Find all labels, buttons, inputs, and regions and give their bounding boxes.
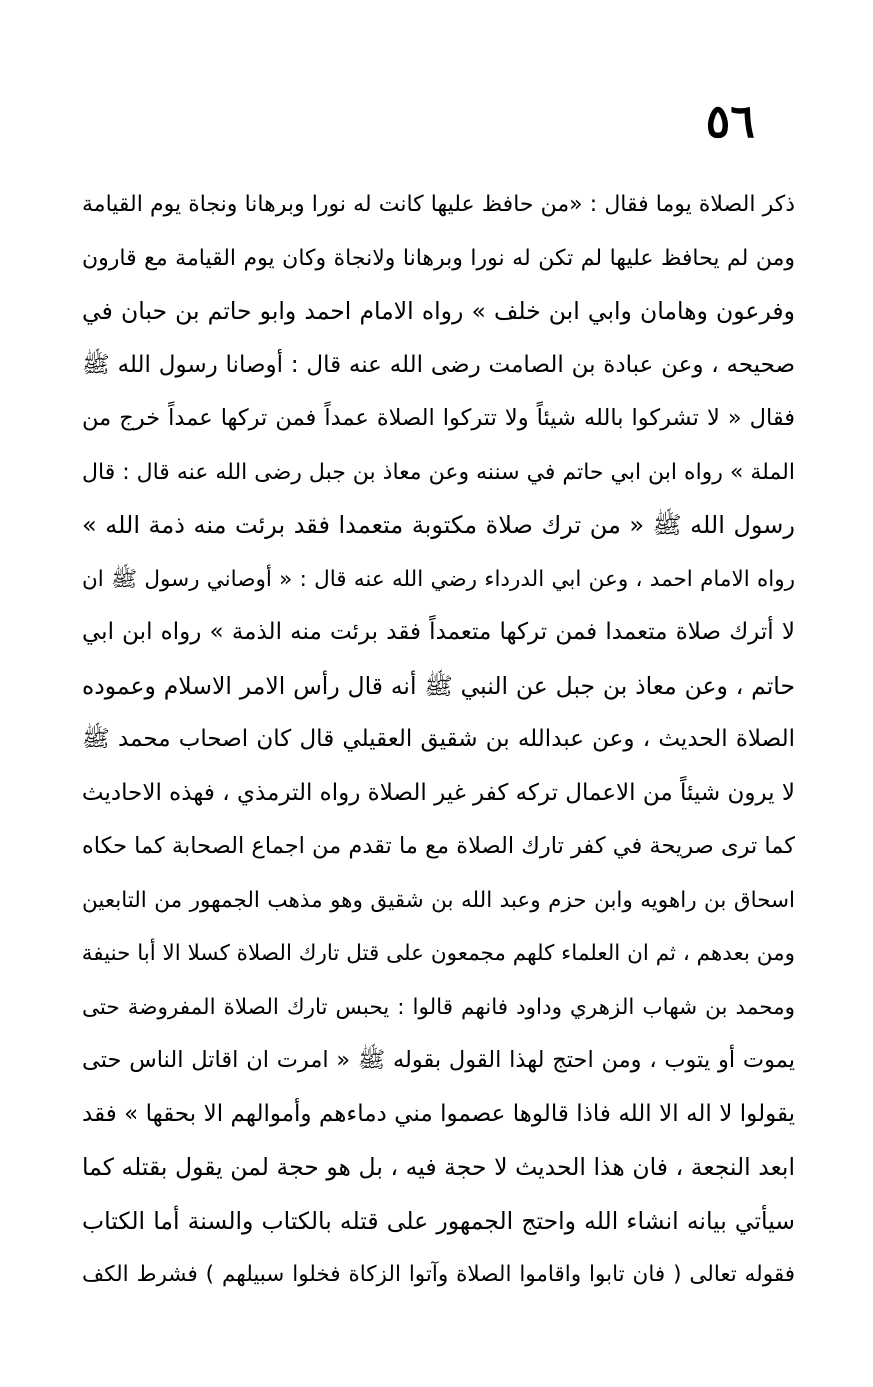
text-line: ومن لم يحافظ عليها لم تكن له نورا وبرهانا ولانجاة وكان يوم القيامة مع قارون — [82, 245, 795, 271]
text-line: يقولوا لا اله الا الله فاذا قالوها عصموا مني دماءهم وأموالهم الا بحقها » فقد — [82, 1100, 795, 1127]
text-line: الملة » رواه ابن ابي حاتم في سننه وعن معاذ بن جبل رضى الله عنه قال : قال — [82, 459, 795, 485]
text-line: رسول الله ﷺ « من ترك صلاة مكتوبة متعمدا فقد برئت منه ذمة الله » — [82, 511, 795, 539]
body-text — [82, 178, 795, 1302]
text-line: لا يرون شيئاً من الاعمال تركه كفر غير الصلاة رواه الترمذي ، فهذه الاحاديث — [82, 779, 795, 806]
page-number: ٥٦ — [705, 94, 755, 148]
text-line: فقال « لا تشركوا بالله شيئاً ولا تتركوا الصلاة عمداً فمن تركها عمداً خرج من — [82, 405, 795, 431]
text-line: اسحاق بن راهويه وابن حزم وعبد الله بن شقيق وهو مذهب الجمهور من التابعين — [82, 887, 795, 913]
text-line: وفرعون وهامان وابي ابن خلف » رواه الامام احمد وابو حاتم بن حبان في — [82, 297, 795, 325]
text-line: حاتم ، وعن معاذ بن جبل عن النبي ﷺ أنه قال رأس الامر الاسلام وعموده — [82, 671, 795, 700]
text-line: الصلاة الحديث ، وعن عبدالله بن شقيق العقيلي قال كان اصحاب محمد ﷺ — [82, 726, 795, 752]
text-line: صحيحه ، وعن عبادة بن الصامت رضى الله عنه قال : أوصانا رسول الله ﷺ — [82, 351, 795, 378]
text-line: يموت أو يتوب ، ومن احتج لهذا القول بقوله ﷺ « امرت ان اقاتل الناس حتى — [82, 1047, 795, 1073]
text-line: ومن بعدهم ، ثم ان العلماء كلهم مجمعون على قتل تارك الصلاة كسلا الا أبا حنيفة — [82, 941, 795, 966]
text-line: رواه الامام احمد ، وعن ابي الدرداء رضي الله عنه قال : « أوصاني رسول ﷺ ان — [82, 566, 795, 592]
text-line: لا أترك صلاة متعمدا فمن تركها متعمداً فقد برئت منه الذمة » رواه ابن ابي — [82, 619, 795, 645]
text-line: ومحمد بن شهاب الزهري وداود فانهم قالوا : يحبس تارك الصلاة المفروضة حتى — [82, 994, 795, 1020]
text-line: ذكر الصلاة يوما فقال : «من حافظ عليها كانت له نورا وبرهانا ونجاة يوم القيامة — [82, 192, 795, 217]
text-line: فقوله تعالى ( فان تابوا واقاموا الصلاة وآتوا الزكاة فخلوا سبيلهم ) فشرط الكف — [82, 1262, 795, 1287]
text-line: كما ترى صريحة في كفر تارك الصلاة مع ما تقدم من اجماع الصحابة كما حكاه — [82, 833, 795, 859]
text-line: ابعد النجعة ، فان هذا الحديث لا حجة فيه ، بل هو حجة لمن يقول بقتله كما — [82, 1153, 795, 1181]
text-line: سيأتي بيانه انشاء الله واحتج الجمهور على قتله بالكتاب والسنة أما الكتاب — [82, 1206, 795, 1235]
